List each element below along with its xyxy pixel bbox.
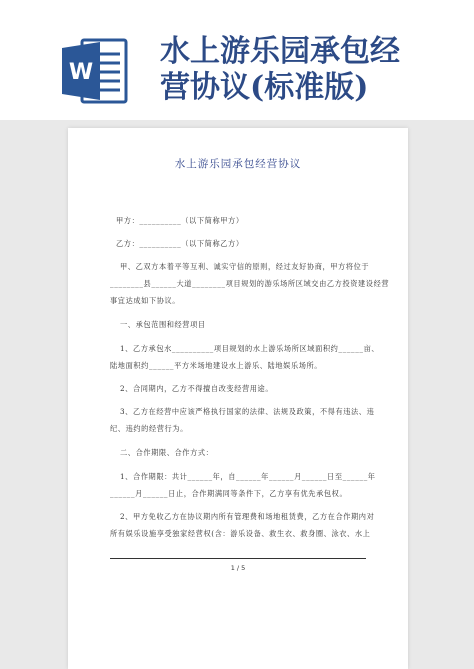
clause-2: 2、合同期内，乙方不得擅自改变经营用途。 [120,384,274,393]
intro-line-1: 甲、乙双方本着平等互利、诚实守信的原则，经过友好协商，甲方将位于 [120,262,370,271]
footer-divider [110,558,366,559]
header-title-line2: 营协议(标准版) [160,70,369,105]
party-a-line: 甲方：__________（以下简称甲方） [116,216,244,225]
svg-text:W: W [68,60,94,85]
clause-4-line-2: ______月______日止，合作期满同等条件下，乙方享有优先承包权。 [110,489,348,498]
intro-line-3: 事宜达成如下协议。 [110,296,181,305]
section-2-heading: 二、合作期限、合作方式： [120,448,214,457]
document-title: 水上游乐园承包经营协议 [174,158,302,170]
clause-1-line-2: 陆地面积约______平方米场地建设水上游乐、陆地娱乐场所。 [110,361,323,370]
intro-line-2: ________县______大道________项目规划的游乐场所区域交由乙方投资建设经营 [110,279,390,288]
header-title-line1: 水上游乐园承包经 [160,34,400,69]
clause-1-line-1: 1、乙方承包水__________项目规划的水上游乐场所区域面积约______亩、 [120,344,380,353]
clause-5-line-1: 2、甲方免收乙方在协议期内所有管理费和场地租赁费，乙方在合作期内对 [120,512,375,521]
header-banner [0,0,474,120]
page-number: 1 / 5 [230,564,246,572]
word-document-icon [60,36,130,106]
header-title [160,34,400,106]
party-b-line: 乙方：__________（以下简称乙方） [116,239,244,248]
clause-5-line-2: 所有娱乐设施享受独家经营权(含：游乐设备、救生衣、救身圈、泳衣、水上 [110,529,371,538]
clause-3-line-2: 纪、违约的经营行为。 [110,424,188,433]
clause-4-line-1: 1、合作期限：共计______年，自______年______月______日至______年 [120,472,376,481]
clause-3-line-1: 3、乙方在经营中应该严格执行国家的法律、法规及政策，不得有违法、违 [120,407,375,416]
document-page [68,128,408,669]
section-1-heading: 一、承包范围和经营项目 [120,320,206,329]
